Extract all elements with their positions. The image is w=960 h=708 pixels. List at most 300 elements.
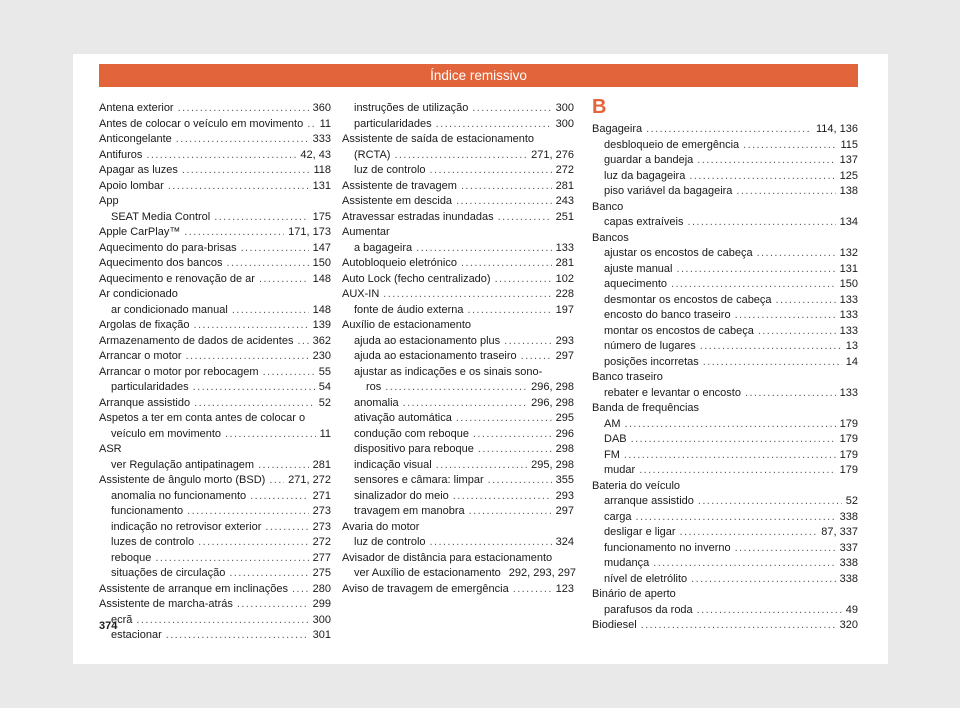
index-entry — [342, 241, 574, 257]
index-entry — [592, 308, 858, 324]
index-entry — [99, 489, 331, 505]
entry-term: AUX-IN — [342, 288, 380, 300]
entry-term: encosto do banco traseiro — [604, 309, 731, 321]
entry-page: 14 — [845, 355, 858, 368]
dot-leader — [229, 566, 308, 582]
entry-term: indicação visual — [354, 458, 432, 471]
dot-leader — [495, 272, 552, 288]
entry-page: 273 — [312, 520, 331, 533]
entry-term: capas extraíveis — [604, 216, 684, 228]
entry-term: AM — [604, 417, 621, 430]
index-entry — [592, 556, 858, 572]
entry-page: 138 — [839, 185, 858, 197]
index-column-2 — [342, 101, 577, 597]
dot-leader — [241, 241, 309, 257]
dot-leader — [383, 287, 551, 303]
index-entry — [592, 355, 858, 371]
dot-leader — [385, 380, 527, 396]
entry-term: aquecimento — [604, 278, 667, 290]
entry-page: 277 — [312, 551, 331, 564]
index-entry — [342, 101, 574, 117]
index-entry — [99, 427, 331, 443]
index-entry — [342, 210, 574, 226]
entry-page: 333 — [312, 133, 331, 145]
entry-page: 115 — [840, 138, 858, 151]
dot-leader — [478, 442, 552, 458]
index-entry — [342, 582, 574, 598]
index-entry — [99, 613, 331, 629]
dot-leader — [394, 148, 527, 164]
entry-term: reboque — [111, 551, 152, 564]
index-heading: Banco — [592, 200, 624, 213]
dot-leader — [250, 489, 308, 505]
entry-page: 131 — [312, 179, 331, 192]
dot-leader — [232, 303, 309, 319]
entry-page: 251 — [555, 210, 574, 223]
entry-term: Bagageira — [592, 123, 643, 135]
entry-page: 132 — [839, 247, 858, 259]
dot-leader — [430, 535, 552, 551]
index-entry — [99, 241, 331, 257]
index-entry — [99, 210, 331, 226]
index-entry — [592, 386, 858, 402]
dot-leader — [639, 463, 835, 479]
index-heading: Avaria do motor — [342, 520, 420, 533]
dot-leader — [689, 169, 835, 185]
entry-term: arranque assistido — [604, 495, 694, 507]
entry-term: anomalia — [354, 396, 399, 409]
entry-term: Apoio lombar — [99, 179, 164, 192]
dot-leader — [625, 417, 836, 433]
index-entry — [342, 442, 574, 458]
index-entry — [99, 318, 331, 334]
entry-page: 281 — [555, 257, 574, 269]
entry-page: 360 — [312, 102, 331, 114]
dot-leader — [182, 163, 310, 179]
entry-page: 179 — [839, 433, 858, 445]
entry-page: 281 — [312, 458, 331, 471]
entry-term: Autobloqueio eletrónico — [342, 257, 457, 269]
entry-page: 337 — [839, 541, 858, 554]
entry-term: Assistente de marcha-atrás — [99, 598, 233, 610]
index-entry — [342, 272, 574, 288]
entry-term: a bagageira — [354, 241, 413, 254]
dot-leader — [703, 355, 842, 371]
entry-term: instruções de utilização — [354, 102, 469, 114]
dot-leader — [687, 215, 835, 231]
index-entry — [592, 448, 858, 464]
index-entry — [592, 184, 858, 200]
entry-term: posições incorretas — [604, 355, 699, 368]
entry-term: FM — [604, 448, 620, 461]
entry-term: sensores e câmara: limpar — [354, 474, 484, 486]
entry-term: Biodiesel — [592, 619, 637, 631]
index-entry — [592, 293, 858, 309]
index-entry — [592, 215, 858, 231]
entry-page: 133 — [839, 293, 858, 306]
entry-page: 131 — [839, 262, 858, 275]
entry-term: travagem em manobra — [354, 505, 465, 517]
entry-page: 300 — [555, 102, 574, 114]
entry-term: Arranque assistido — [99, 396, 191, 409]
index-entry — [592, 153, 858, 169]
index-entry — [342, 396, 574, 412]
entry-page: 281 — [555, 179, 574, 192]
entry-term: ecrã — [111, 613, 133, 626]
dot-leader — [237, 597, 309, 613]
dot-leader — [473, 427, 552, 443]
entry-page: 114, 136 — [815, 123, 858, 135]
index-entry — [99, 520, 331, 536]
entry-term: montar os encostos de cabeça — [604, 324, 754, 337]
index-entry — [99, 101, 331, 117]
index-heading: Banco traseiro — [592, 371, 663, 383]
entry-page: 133 — [839, 309, 858, 321]
dot-leader — [178, 101, 309, 117]
section-letter: B — [592, 96, 607, 118]
entry-page: 150 — [312, 257, 331, 269]
index-entry — [99, 396, 331, 412]
dot-leader — [698, 494, 842, 510]
entry-page: 296, 298 — [531, 396, 574, 409]
entry-term: SEAT Media Control — [111, 210, 211, 223]
entry-term: particularidades — [354, 117, 432, 130]
index-entry — [342, 535, 574, 551]
dot-leader — [631, 432, 836, 448]
index-entry — [99, 535, 331, 551]
entry-page: 179 — [839, 464, 858, 476]
entry-page: 230 — [312, 350, 331, 362]
entry-term: ajuda ao estacionamento plus — [354, 334, 501, 347]
index-heading: Banda de frequências — [592, 402, 700, 414]
entry-term: estacionar — [111, 629, 162, 641]
entry-page: 300 — [312, 613, 331, 626]
dot-leader — [258, 458, 309, 474]
index-entry — [342, 287, 574, 303]
index-entry — [99, 179, 331, 195]
dot-leader — [168, 179, 309, 195]
page-number: 374 — [99, 620, 118, 632]
index-entry — [342, 473, 574, 489]
entry-term: luz da bagageira — [604, 169, 686, 182]
index-entry — [592, 572, 858, 588]
entry-term: anomalia no funcionamento — [111, 489, 247, 502]
entry-term: Aquecimento dos bancos — [99, 257, 223, 269]
index-entry — [342, 411, 574, 427]
dot-leader — [461, 256, 552, 272]
entry-term: Arrancar o motor por rebocagem — [99, 365, 259, 378]
index-entry — [99, 365, 331, 381]
entry-page: 272 — [555, 164, 574, 176]
dot-leader — [636, 510, 836, 526]
dot-leader — [263, 365, 315, 381]
entry-page: 197 — [555, 303, 574, 316]
dot-leader — [736, 184, 835, 200]
entry-term: ros — [366, 381, 382, 393]
entry-term: guardar a bandeja — [604, 154, 694, 166]
entry-term: veículo em movimento — [111, 427, 222, 440]
entry-term: DAB — [604, 433, 627, 445]
dot-leader — [641, 618, 836, 634]
dot-leader — [461, 179, 552, 195]
entry-page: 147 — [312, 241, 331, 254]
index-entry — [99, 582, 331, 598]
index-entry — [592, 417, 858, 433]
entry-term: Antifuros — [99, 148, 143, 161]
dot-leader — [504, 334, 551, 350]
index-entry — [99, 380, 331, 396]
entry-page: 134 — [839, 216, 858, 228]
entry-page: 179 — [839, 448, 858, 461]
entry-page: 11 — [319, 427, 331, 440]
dot-leader — [521, 349, 552, 365]
dot-leader — [430, 163, 552, 179]
entry-page: 271, 276 — [531, 148, 574, 161]
index-entry — [99, 256, 331, 272]
entry-page: 275 — [312, 567, 331, 579]
entry-page: 297 — [555, 505, 574, 517]
index-entry — [592, 525, 858, 541]
dot-leader — [227, 256, 309, 272]
entry-term: particularidades — [111, 381, 189, 393]
entry-term: Arrancar o motor — [99, 350, 182, 362]
dot-leader — [456, 194, 552, 210]
entry-page: 338 — [839, 572, 858, 585]
dot-leader — [735, 308, 836, 324]
entry-page: 123 — [555, 582, 574, 595]
index-entry — [342, 504, 574, 520]
index-heading: Aumentar — [342, 226, 390, 238]
index-entry — [342, 179, 574, 195]
entry-term: funcionamento — [111, 505, 184, 517]
entry-page: 52 — [845, 495, 858, 507]
entry-page: 293 — [555, 489, 574, 502]
index-entry — [342, 117, 574, 133]
entry-page: 324 — [555, 536, 574, 548]
index-entry — [592, 603, 858, 619]
entry-term: Antes de colocar o veículo em movimento — [99, 117, 304, 130]
dot-leader — [653, 556, 835, 572]
index-entry — [99, 597, 331, 613]
dot-leader — [697, 153, 835, 169]
entry-term: sinalizador do meio — [354, 489, 449, 502]
index-heading: Ar condicionado — [99, 288, 178, 300]
dot-leader — [513, 582, 552, 598]
entry-term: Anticongelante — [99, 133, 172, 145]
entry-page: 55 — [318, 365, 331, 378]
entry-page: 54 — [318, 381, 331, 393]
entry-term: ajuste manual — [604, 262, 673, 275]
entry-term: parafusos da roda — [604, 603, 693, 616]
entry-term: rebater e levantar o encosto — [604, 386, 741, 399]
dot-leader — [292, 582, 309, 598]
index-entry — [99, 163, 331, 179]
dot-leader — [671, 277, 836, 293]
index-entry — [342, 334, 574, 350]
entry-term: Armazenamento de dados de acidentes — [99, 334, 294, 347]
index-heading: Auxílio de estacionamento — [342, 319, 472, 331]
dot-leader — [467, 303, 551, 319]
entry-term: Atravessar estradas inundadas — [342, 210, 494, 223]
entry-term: ativação automática — [354, 412, 452, 424]
entry-page: 171, 173 — [288, 226, 331, 238]
entry-term: Aquecimento e renovação de ar — [99, 272, 255, 285]
index-entry — [592, 246, 858, 262]
index-entry — [99, 349, 331, 365]
index-entry — [99, 566, 331, 582]
entry-term: nível de eletrólito — [604, 572, 688, 585]
entry-page: 272 — [312, 536, 331, 548]
entry-page: 13 — [845, 340, 858, 352]
index-entry — [342, 427, 574, 443]
entry-page: 87, 337 — [821, 526, 858, 538]
entry-term: luz de controlo — [354, 536, 426, 548]
entry-term: situações de circulação — [111, 567, 226, 579]
dot-leader — [776, 293, 836, 309]
index-entry — [592, 339, 858, 355]
index-entry — [592, 541, 858, 557]
dot-leader — [265, 520, 308, 536]
entry-term: Assistente de ângulo morto (BSD) — [99, 474, 266, 486]
entry-term: desbloqueio de emergência — [604, 138, 740, 151]
entry-term: Assistente em descida — [342, 195, 453, 207]
dot-leader — [193, 380, 315, 396]
entry-term: ver Auxílio de estacionamento — [354, 567, 501, 579]
entry-page: 133 — [839, 386, 858, 399]
dot-leader — [225, 427, 316, 443]
index-entry — [342, 458, 574, 474]
entry-page: 150 — [839, 278, 858, 290]
index-entry — [99, 148, 331, 164]
entry-page: 148 — [312, 272, 331, 285]
dot-leader — [136, 613, 308, 629]
entry-term: ar condicionado manual — [111, 303, 228, 316]
entry-page: 298 — [555, 443, 574, 455]
entry-term: desligar e ligar — [604, 526, 676, 538]
index-heading: Binário de aperto — [592, 588, 676, 600]
index-entry — [592, 277, 858, 293]
entry-page: 297 — [555, 350, 574, 362]
dot-leader — [176, 132, 309, 148]
dot-leader — [758, 324, 836, 340]
entry-term: carga — [604, 510, 632, 523]
entry-page: 133 — [839, 324, 858, 337]
entry-page: 133 — [555, 241, 574, 254]
entry-term: Auto Lock (fecho centralizado) — [342, 272, 491, 285]
index-entry — [99, 473, 331, 489]
entry-term: Antena exterior — [99, 102, 174, 114]
index-entry — [342, 148, 574, 164]
dot-leader — [194, 318, 309, 334]
dot-leader — [155, 551, 308, 567]
index-entry — [99, 334, 331, 350]
entry-term: Apagar as luzes — [99, 164, 178, 176]
entry-term: ajustar os encostos de cabeça — [604, 247, 753, 259]
entry-term: Assistente de arranque em inclinações — [99, 582, 288, 595]
entry-page: 292, 293, 297 — [508, 567, 577, 579]
dot-leader — [691, 572, 835, 588]
entry-page: 273 — [312, 505, 331, 517]
dot-leader — [186, 349, 309, 365]
index-entry — [342, 380, 574, 396]
entry-page: 295, 298 — [531, 458, 574, 471]
entry-term: luz de controlo — [354, 164, 426, 176]
index-entry — [592, 510, 858, 526]
entry-page: 125 — [839, 169, 858, 182]
index-heading: ASR — [99, 443, 122, 455]
index-entry — [99, 225, 331, 241]
index-entry — [99, 272, 331, 288]
entry-page: 301 — [312, 629, 331, 641]
dot-leader — [436, 458, 528, 474]
dot-leader — [697, 603, 842, 619]
entry-page: 137 — [839, 154, 858, 166]
dot-leader — [488, 473, 552, 489]
entry-page: 11 — [319, 117, 331, 130]
entry-term: Aquecimento do para-brisas — [99, 241, 237, 254]
entry-term: mudar — [604, 464, 636, 476]
dot-leader — [436, 117, 552, 133]
entry-page: 118 — [313, 164, 331, 176]
index-entry — [592, 262, 858, 278]
dot-leader — [259, 272, 309, 288]
dot-leader — [453, 489, 552, 505]
entry-page: 338 — [839, 557, 858, 569]
dot-leader — [307, 117, 315, 133]
entry-page: 293 — [555, 334, 574, 347]
index-heading: App — [99, 195, 119, 207]
entry-page: 271 — [312, 489, 331, 502]
entry-term: (RCTA) — [354, 148, 391, 161]
entry-term: Apple CarPlay™ — [99, 226, 181, 238]
index-entry — [342, 489, 574, 505]
index-entry — [99, 551, 331, 567]
entry-term: condução com reboque — [354, 427, 469, 440]
dot-leader — [194, 396, 315, 412]
dot-leader — [757, 246, 836, 262]
dot-leader — [198, 535, 308, 551]
dot-leader — [184, 225, 284, 241]
entry-page: 175 — [312, 210, 331, 223]
index-entry — [342, 163, 574, 179]
entry-page: 320 — [839, 619, 858, 631]
entry-term: ajuda ao estacionamento traseiro — [354, 350, 517, 362]
index-entry — [342, 256, 574, 272]
index-column-3 — [592, 94, 858, 634]
index-entry — [342, 566, 577, 582]
dot-leader — [166, 628, 309, 644]
entry-page: 355 — [555, 474, 574, 486]
dot-leader — [456, 411, 552, 427]
entry-term: indicação no retrovisor exterior — [111, 520, 262, 533]
entry-page: 295 — [555, 412, 574, 424]
entry-term: Assistente de travagem — [342, 179, 457, 192]
index-entry — [342, 349, 574, 365]
index-entry — [99, 303, 331, 319]
index-entry — [592, 324, 858, 340]
entry-page: 271, 272 — [288, 474, 331, 486]
index-entry — [592, 494, 858, 510]
entry-page: 243 — [555, 195, 574, 207]
index-entry — [342, 303, 574, 319]
index-entry — [99, 117, 331, 133]
entry-page: 139 — [312, 319, 331, 331]
dot-leader — [745, 386, 836, 402]
entry-page: 102 — [555, 272, 574, 285]
index-entry — [592, 138, 858, 154]
entry-page: 299 — [312, 598, 331, 610]
dot-leader — [269, 473, 284, 489]
